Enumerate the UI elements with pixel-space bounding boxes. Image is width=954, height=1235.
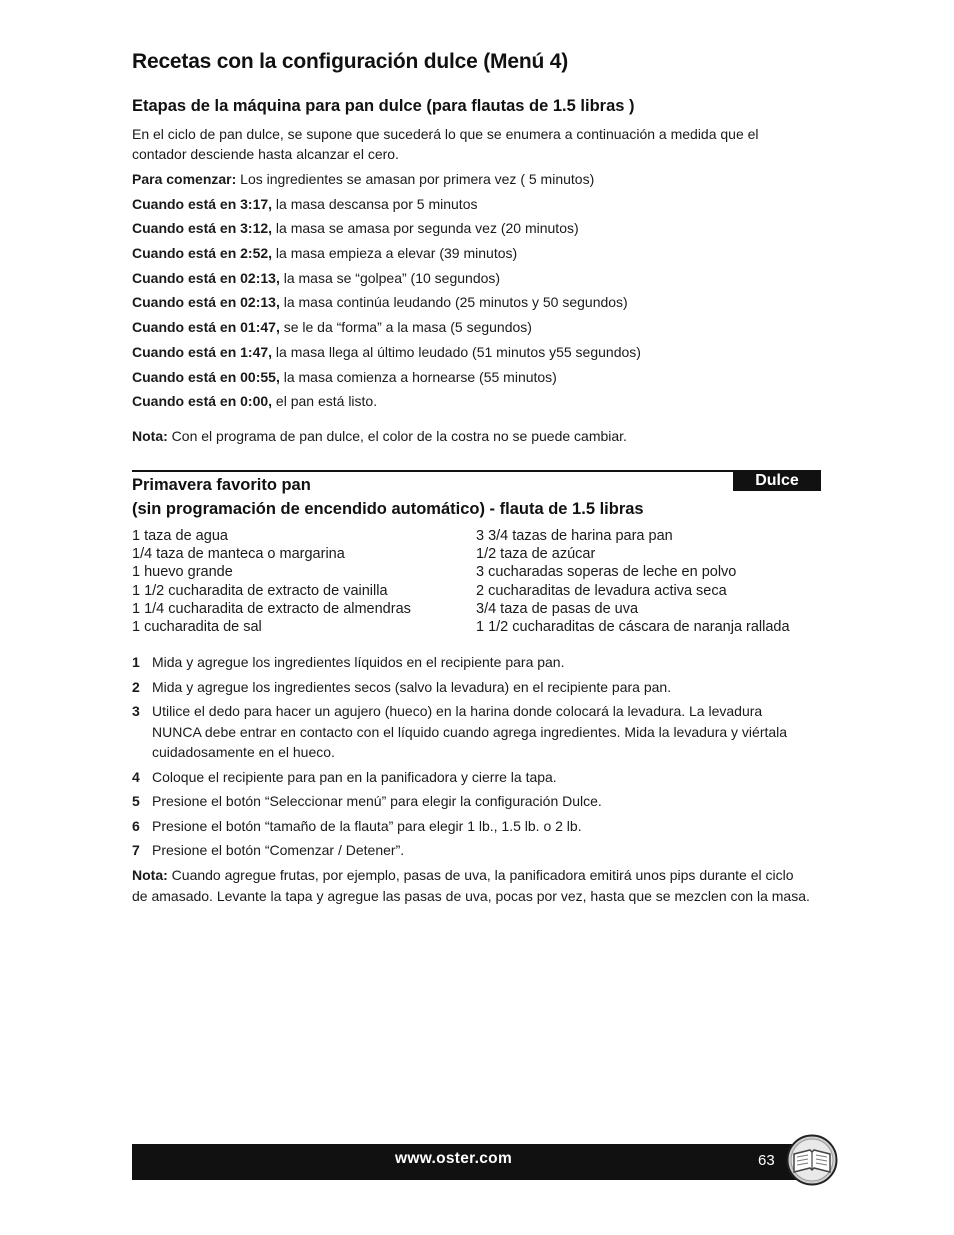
ingredient-item: 1 huevo grande	[132, 564, 233, 581]
stage-text: la masa llega al último leudado (51 minutos y55 segundos)	[272, 343, 641, 360]
ingredient-item: 1 1/4 cucharadita de extracto de almendras	[132, 600, 411, 617]
stage-label: Cuando está en 02:13,	[132, 269, 280, 286]
ingredient-item: 3 3/4 tazas de harina para pan	[476, 528, 673, 544]
instruction-number: 5	[132, 793, 140, 809]
stage-label: Cuando está en 01:47,	[132, 319, 280, 336]
stages-heading: Etapas de la máquina para pan dulce (para flautas de 1.5 libras )	[132, 97, 635, 115]
instruction-number: 3	[132, 703, 140, 719]
instruction-text: Mida y agregue los ingredientes líquidos en el recipiente para pan.	[152, 654, 565, 670]
stage-item	[132, 243, 822, 268]
stage-text: la masa continúa leudando (25 minutos y 50 segundos)	[279, 294, 628, 311]
instruction-item	[132, 701, 812, 763]
stage-label: Cuando está en 02:13,	[132, 294, 280, 311]
stage-label: Cuando está en 3:12,	[132, 220, 273, 237]
ingredient-item: 3 cucharadas soperas de leche en polvo	[476, 564, 737, 581]
instruction-item	[132, 791, 812, 812]
note-text: Cuando agregue frutas, por ejemplo, pasas de uva, la panificadora emitirá unos pips durante el ciclo de amasado. Levante la tapa y agregue las pasas de uva, pocas por vez, hasta que se mezclen con la masa.	[132, 867, 810, 904]
stage-item	[132, 292, 822, 317]
instruction-number: 2	[132, 678, 140, 695]
instruction-item	[132, 652, 812, 673]
note-text: Con el programa de pan dulce, el color de la costra no se puede cambiar.	[167, 428, 627, 444]
stage-text: se le da “forma” a la masa (5 segundos)	[279, 319, 532, 336]
page-title: Recetas con la configuración dulce (Menú 4)	[132, 50, 568, 73]
ingredient-item: 1/2 taza de azúcar	[476, 546, 596, 563]
stage-item	[132, 169, 822, 194]
ingredient-item: 3/4 taza de pasas de uva	[476, 600, 639, 617]
instruction-item	[132, 840, 812, 861]
stage-text: el pan está listo.	[272, 393, 378, 410]
stage-item	[132, 218, 822, 243]
instruction-number: 7	[132, 842, 140, 858]
stage-label: Cuando está en 0:00,	[132, 393, 273, 410]
stages-list	[132, 169, 822, 416]
category-tag: Dulce	[733, 470, 821, 491]
instruction-number: 6	[132, 817, 140, 834]
ingredient-item: 1 1/2 cucharadita de extracto de vainilla	[132, 582, 388, 599]
instruction-text: Utilice el dedo para hacer un agujero (hueco) en la harina donde colocará la levadura. La levadura NUNCA debe entrar en contacto con el líquido cuando agrega ingredientes. Mida la levadura y viértala cuidadosamente en el hueco.	[152, 703, 788, 760]
stages-intro: En el ciclo de pan dulce, se supone que sucederá lo que se enumera a continuación a medida que el contador desciende hasta alcanzar el cero.	[132, 126, 759, 162]
stage-label: Cuando está en 3:17,	[132, 195, 273, 212]
recipe-title-line1: Primavera favorito pan	[132, 476, 311, 494]
ingredient-item: 1/4 taza de manteca o margarina	[132, 546, 345, 563]
recipe-note	[132, 865, 812, 906]
section-divider	[132, 470, 821, 472]
ingredients-left	[132, 527, 411, 636]
ingredient-item: 1 cucharadita de sal	[132, 618, 262, 635]
stage-text: Los ingredientes se amasan por primera vez ( 5 minutos)	[236, 171, 595, 187]
footer-url[interactable]: www.oster.com	[395, 1150, 513, 1167]
ingredients-right	[476, 527, 790, 636]
stage-label: Cuando está en 1:47,	[132, 343, 273, 360]
recipe-title	[132, 473, 732, 521]
instruction-text: Presione el botón “tamaño de la flauta” para elegir 1 lb., 1.5 lb. o 2 lb.	[152, 817, 582, 834]
ingredient-item: 1 1/2 cucharaditas de cáscara de naranja rallada	[476, 618, 790, 635]
stages-note	[132, 426, 822, 446]
note-label: Nota:	[132, 428, 168, 444]
stage-label: Cuando está en 00:55,	[132, 368, 280, 385]
stage-text: la masa se amasa por segunda vez (20 minutos)	[272, 220, 579, 237]
instruction-number: 4	[132, 768, 140, 785]
instructions-list	[132, 652, 812, 865]
recipe-book-icon	[786, 1134, 838, 1186]
instruction-item	[132, 677, 812, 698]
stage-label: Cuando está en 2:52,	[132, 245, 273, 262]
stage-item	[132, 391, 822, 416]
stage-text: la masa comienza a hornearse (55 minutos)	[279, 368, 557, 385]
stage-text: la masa descansa por 5 minutos	[272, 195, 478, 212]
instruction-text: Presione el botón “Comenzar / Detener”.	[152, 842, 405, 858]
recipe-title-line2: (sin programación de encendido automático) - flauta de 1.5 libras	[132, 500, 644, 518]
stage-text: la masa empieza a elevar (39 minutos)	[272, 245, 518, 262]
stage-label: Para comenzar:	[132, 171, 237, 187]
instruction-number: 1	[132, 654, 140, 670]
stage-item	[132, 342, 822, 367]
instruction-text: Presione el botón “Seleccionar menú” para elegir la configuración Dulce.	[152, 793, 602, 809]
ingredient-item: 2 cucharaditas de levadura activa seca	[476, 582, 727, 599]
instruction-text: Coloque el recipiente para pan en la panificadora y cierre la tapa.	[152, 768, 557, 785]
instruction-item	[132, 816, 812, 837]
stage-item	[132, 317, 822, 342]
ingredient-item: 1 taza de agua	[132, 528, 228, 544]
note-label: Nota:	[132, 867, 168, 883]
stage-item	[132, 194, 822, 219]
stage-item	[132, 268, 822, 293]
instruction-text: Mida y agregue los ingredientes secos (salvo la levadura) en el recipiente para pan.	[152, 678, 672, 695]
instruction-item	[132, 767, 812, 788]
page-number: 63	[758, 1152, 775, 1169]
stage-item	[132, 367, 822, 392]
stage-text: la masa se “golpea” (10 segundos)	[279, 269, 501, 286]
